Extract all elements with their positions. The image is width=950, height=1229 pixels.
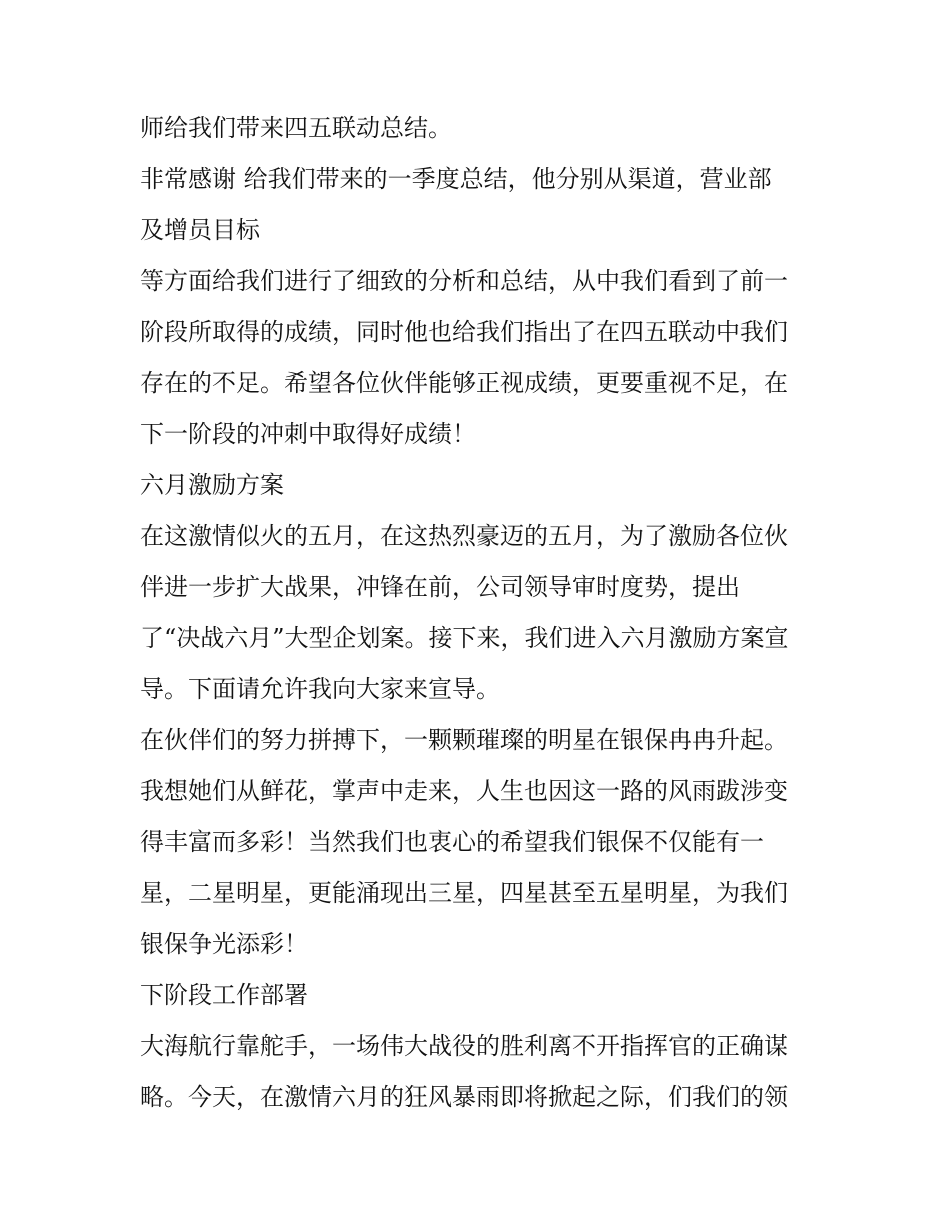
text-line: 我想她们从鲜花，掌声中走来，人生也因这一路的风雨跋涉变 — [140, 777, 788, 805]
text-line: 下一阶段的冲刺中取得好成绩！ — [140, 420, 476, 448]
text-line: 得丰富而多彩！当然我们也衷心的希望我们银保不仅能有一 — [140, 828, 764, 856]
section-heading: 下阶段工作部署 — [140, 981, 308, 1009]
text-line: 等方面给我们进行了细致的分析和总结，从中我们看到了前一 — [140, 267, 788, 295]
text-line: 伴进一步扩大战果，冲锋在前，公司领导审时度势，提出 — [140, 573, 740, 601]
text-line: 导。下面请允许我向大家来宣导。 — [140, 675, 500, 703]
text-line: 师给我们带来四五联动总结。 — [140, 114, 452, 142]
text-line: 及增员目标 — [140, 216, 260, 244]
text-line: 银保争光添彩！ — [140, 930, 308, 958]
text-line: 在这激情似火的五月，在这热烈豪迈的五月，为了激励各位伙 — [140, 522, 788, 550]
text-line: 了“决战六月”大型企划案。接下来，我们进入六月激励方案宣 — [140, 624, 789, 652]
text-line: 在伙伴们的努力拼搏下，一颗颗璀璨的明星在银保冉冉升起。 — [140, 726, 788, 754]
text-line: 大海航行靠舵手，一场伟大战役的胜利离不开指挥官的正确谋 — [140, 1032, 788, 1060]
text-line: 存在的不足。希望各位伙伴能够正视成绩，更要重视不足，在 — [140, 369, 788, 397]
section-heading: 六月激励方案 — [140, 471, 284, 499]
text-line: 略。今天，在激情六月的狂风暴雨即将掀起之际，们我们的领 — [140, 1083, 788, 1111]
document-body — [140, 108, 820, 1128]
text-line: 星，二星明星，更能涌现出三星，四星甚至五星明星，为我们 — [140, 879, 788, 907]
text-line: 阶段所取得的成绩，同时他也给我们指出了在四五联动中我们 — [140, 318, 788, 346]
text-line: 非常感谢 给我们带来的一季度总结，他分别从渠道，营业部 — [140, 165, 772, 193]
